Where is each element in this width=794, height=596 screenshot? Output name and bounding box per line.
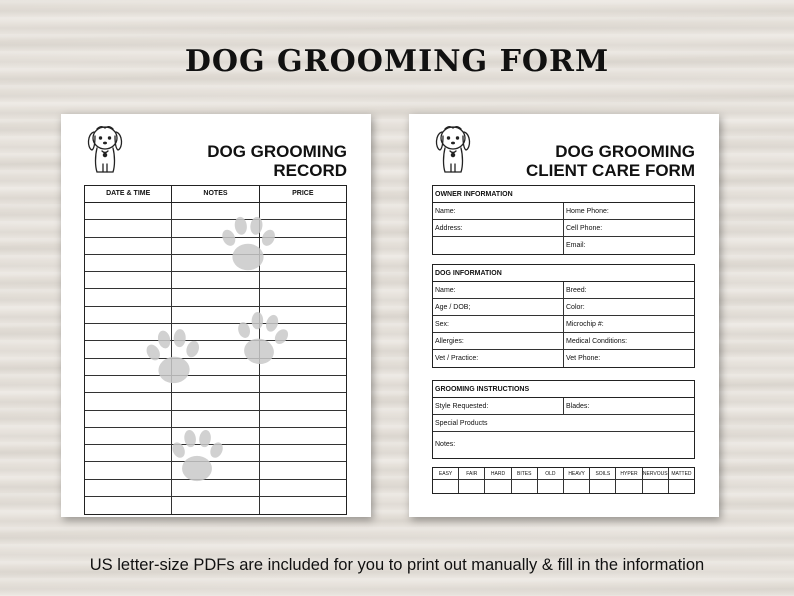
blades-field[interactable]: Blades: bbox=[566, 403, 590, 410]
date-cell[interactable] bbox=[85, 324, 172, 340]
grooming-row bbox=[433, 415, 694, 432]
date-cell[interactable] bbox=[85, 462, 172, 478]
notes-cell[interactable] bbox=[172, 480, 259, 496]
dog-row bbox=[433, 350, 694, 367]
price-cell[interactable] bbox=[260, 238, 346, 254]
table-row bbox=[85, 462, 346, 479]
price-cell[interactable] bbox=[260, 411, 346, 427]
style-requested-field[interactable]: Style Requested: bbox=[433, 398, 564, 414]
dog-name-field[interactable]: Name: bbox=[433, 282, 564, 298]
owner-row bbox=[433, 237, 694, 254]
date-cell[interactable] bbox=[85, 341, 172, 357]
date-cell[interactable] bbox=[85, 497, 172, 514]
dog-medical-field[interactable]: Medical Conditions: bbox=[566, 338, 628, 345]
notes-cell[interactable] bbox=[172, 272, 259, 288]
temperament-checkbox[interactable] bbox=[590, 480, 616, 493]
notes-cell[interactable] bbox=[172, 376, 259, 392]
table-row bbox=[85, 289, 346, 306]
temperament-checkboxes bbox=[433, 480, 694, 493]
table-row bbox=[85, 393, 346, 410]
owner-name-field[interactable]: Name: bbox=[433, 203, 564, 219]
price-cell[interactable] bbox=[260, 428, 346, 444]
dog-row bbox=[433, 299, 694, 316]
table-row bbox=[85, 238, 346, 255]
date-cell[interactable] bbox=[85, 445, 172, 461]
table-row bbox=[85, 497, 346, 514]
date-cell[interactable] bbox=[85, 376, 172, 392]
record-table bbox=[84, 185, 347, 515]
owner-home-phone-field[interactable]: Home Phone: bbox=[566, 208, 609, 215]
date-cell[interactable] bbox=[85, 203, 172, 219]
date-cell[interactable] bbox=[85, 272, 172, 288]
dog-breed-field[interactable]: Breed: bbox=[566, 287, 587, 294]
temperament-checkbox[interactable] bbox=[564, 480, 590, 493]
price-cell[interactable] bbox=[260, 497, 346, 514]
dog-row bbox=[433, 333, 694, 350]
notes-cell[interactable] bbox=[172, 462, 259, 478]
table-row bbox=[85, 203, 346, 220]
date-cell[interactable] bbox=[85, 393, 172, 409]
price-cell[interactable] bbox=[260, 307, 346, 323]
owner-address-field[interactable]: Address: bbox=[433, 220, 564, 236]
temperament-label: EASY bbox=[433, 468, 459, 479]
owner-cell-phone-field[interactable]: Cell Phone: bbox=[566, 225, 603, 232]
table-row bbox=[85, 307, 346, 324]
page-title: DOG GROOMING FORM bbox=[184, 44, 610, 79]
notes-cell[interactable] bbox=[172, 220, 259, 236]
notes-cell[interactable] bbox=[172, 393, 259, 409]
notes-cell[interactable] bbox=[172, 255, 259, 271]
temperament-checkbox[interactable] bbox=[669, 480, 694, 493]
dog-row bbox=[433, 316, 694, 333]
dog-information-section bbox=[432, 264, 695, 368]
client-care-sheet bbox=[409, 114, 719, 517]
price-cell[interactable] bbox=[260, 376, 346, 392]
caption: US letter-size PDFs are included for you to print out manually & fill in the information bbox=[89, 556, 705, 574]
record-table-header bbox=[85, 186, 346, 203]
table-row bbox=[85, 428, 346, 445]
grooming-section-heading: GROOMING INSTRUCTIONS bbox=[433, 381, 694, 398]
temperament-label: HARD bbox=[485, 468, 511, 479]
notes-cell[interactable] bbox=[172, 428, 259, 444]
temperament-checkbox[interactable] bbox=[459, 480, 485, 493]
notes-cell[interactable] bbox=[172, 411, 259, 427]
temperament-label: OLD bbox=[538, 468, 564, 479]
price-cell[interactable] bbox=[260, 480, 346, 496]
price-cell[interactable] bbox=[260, 341, 346, 357]
temperament-checkbox[interactable] bbox=[643, 480, 669, 493]
price-cell[interactable] bbox=[260, 272, 346, 288]
dog-row bbox=[433, 282, 694, 299]
date-cell[interactable] bbox=[85, 428, 172, 444]
temperament-label: NERVOUS bbox=[643, 468, 669, 479]
temperament-labels bbox=[433, 468, 694, 480]
price-cell[interactable] bbox=[260, 255, 346, 271]
dog-sex-field[interactable]: Sex: bbox=[433, 316, 564, 332]
temperament-checkbox[interactable] bbox=[485, 480, 511, 493]
price-cell[interactable] bbox=[260, 445, 346, 461]
special-products-field[interactable]: Special Products bbox=[435, 420, 488, 427]
table-row bbox=[85, 480, 346, 497]
temperament-label: FAIR bbox=[459, 468, 485, 479]
owner-address-continued-field[interactable] bbox=[433, 237, 564, 254]
price-cell[interactable] bbox=[260, 324, 346, 340]
dog-color-field[interactable]: Color: bbox=[566, 304, 585, 311]
dog-section-heading: DOG INFORMATION bbox=[433, 265, 694, 282]
date-cell[interactable] bbox=[85, 238, 172, 254]
price-cell[interactable] bbox=[260, 393, 346, 409]
date-cell[interactable] bbox=[85, 220, 172, 236]
notes-cell[interactable] bbox=[172, 289, 259, 305]
notes-cell[interactable] bbox=[172, 341, 259, 357]
temperament-checkbox[interactable] bbox=[433, 480, 459, 493]
temperament-checkbox[interactable] bbox=[538, 480, 564, 493]
date-cell[interactable] bbox=[85, 359, 172, 375]
table-row bbox=[85, 341, 346, 358]
dog-vet-field[interactable]: Vet / Practice: bbox=[433, 350, 564, 367]
grooming-row bbox=[433, 398, 694, 415]
notes-cell[interactable] bbox=[172, 359, 259, 375]
price-cell[interactable] bbox=[260, 220, 346, 236]
price-cell[interactable] bbox=[260, 289, 346, 305]
temperament-label: BITES bbox=[512, 468, 538, 479]
date-cell[interactable] bbox=[85, 255, 172, 271]
table-row bbox=[85, 272, 346, 289]
table-row bbox=[85, 255, 346, 272]
dog-allergies-field[interactable]: Allergies: bbox=[433, 333, 564, 349]
care-form-title: DOG GROOMING CLIENT CARE FORM bbox=[525, 142, 695, 180]
table-row bbox=[85, 220, 346, 237]
price-cell[interactable] bbox=[260, 203, 346, 219]
grooming-row bbox=[433, 432, 694, 458]
temperament-checkbox[interactable] bbox=[512, 480, 538, 493]
date-cell[interactable] bbox=[85, 411, 172, 427]
temperament-label: SOILS bbox=[590, 468, 616, 479]
owner-row bbox=[433, 203, 694, 220]
temperament-checkbox[interactable] bbox=[616, 480, 642, 493]
dog-illustration-icon bbox=[431, 122, 475, 176]
notes-cell[interactable] bbox=[172, 203, 259, 219]
dog-vet-phone-field[interactable]: Vet Phone: bbox=[566, 355, 601, 362]
notes-cell[interactable] bbox=[172, 238, 259, 254]
record-table-body bbox=[85, 203, 346, 514]
col-notes: NOTES bbox=[172, 186, 259, 202]
notes-cell[interactable] bbox=[172, 445, 259, 461]
temperament-table bbox=[432, 467, 695, 494]
col-date-time: DATE & TIME bbox=[85, 186, 172, 202]
grooming-notes-field[interactable]: Notes: bbox=[435, 441, 456, 448]
table-row bbox=[85, 445, 346, 462]
dog-illustration-icon bbox=[83, 122, 127, 176]
owner-section-heading: OWNER INFORMATION bbox=[433, 186, 694, 203]
owner-row bbox=[433, 220, 694, 237]
price-cell[interactable] bbox=[260, 462, 346, 478]
notes-cell[interactable] bbox=[172, 307, 259, 323]
owner-information-section bbox=[432, 185, 695, 255]
col-price: PRICE bbox=[292, 190, 314, 197]
date-cell[interactable] bbox=[85, 289, 172, 305]
temperament-label: HYPER bbox=[616, 468, 642, 479]
notes-cell[interactable] bbox=[172, 497, 259, 514]
notes-cell[interactable] bbox=[172, 324, 259, 340]
dog-microchip-field[interactable]: Microchip #: bbox=[566, 321, 604, 328]
table-row bbox=[85, 324, 346, 341]
temperament-label: MATTED bbox=[671, 471, 692, 477]
date-cell[interactable] bbox=[85, 480, 172, 496]
table-row bbox=[85, 376, 346, 393]
table-row bbox=[85, 411, 346, 428]
table-row bbox=[85, 359, 346, 376]
owner-email-field[interactable]: Email: bbox=[566, 242, 586, 249]
grooming-instructions-section bbox=[432, 380, 695, 459]
temperament-label: HEAVY bbox=[564, 468, 590, 479]
record-title: DOG GROOMING RECORD bbox=[207, 142, 347, 180]
dog-age-field[interactable]: Age / DOB; bbox=[433, 299, 564, 315]
record-sheet bbox=[61, 114, 371, 517]
price-cell[interactable] bbox=[260, 359, 346, 375]
date-cell[interactable] bbox=[85, 307, 172, 323]
